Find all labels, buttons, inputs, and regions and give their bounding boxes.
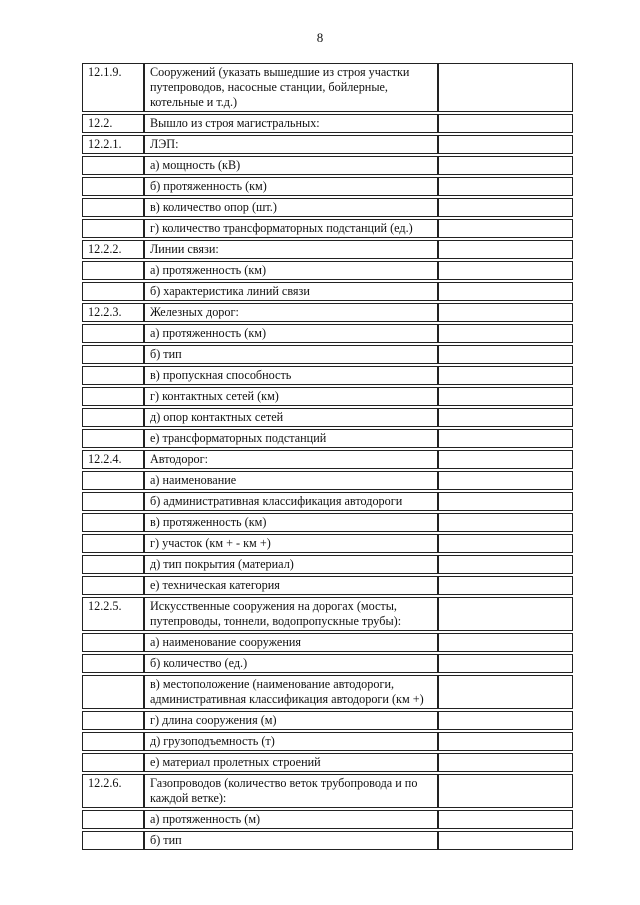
row-number-cell xyxy=(82,492,144,511)
row-value-cell xyxy=(438,675,573,709)
form-row xyxy=(82,240,573,259)
row-description-cell: д) грузоподъемность (т) xyxy=(144,732,438,751)
form-row xyxy=(82,555,573,574)
row-number-cell xyxy=(82,810,144,829)
row-description-cell: б) тип xyxy=(144,345,438,364)
form-row xyxy=(82,63,573,112)
form-row xyxy=(82,387,573,406)
row-description-cell: в) пропускная способность xyxy=(144,366,438,385)
row-number-cell xyxy=(82,408,144,427)
row-description-cell: Вышло из строя магистральных: xyxy=(144,114,438,133)
row-value-cell xyxy=(438,534,573,553)
row-value-cell xyxy=(438,177,573,196)
row-value-cell xyxy=(438,471,573,490)
row-value-cell xyxy=(438,114,573,133)
row-number-cell: 12.2.6. xyxy=(82,774,144,808)
form-row xyxy=(82,810,573,829)
row-value-cell xyxy=(438,597,573,631)
row-value-cell xyxy=(438,450,573,469)
form-row xyxy=(82,711,573,730)
form-row xyxy=(82,753,573,772)
row-value-cell xyxy=(438,810,573,829)
row-value-cell xyxy=(438,654,573,673)
row-description-cell: а) протяженность (км) xyxy=(144,324,438,343)
row-description-cell: г) контактных сетей (км) xyxy=(144,387,438,406)
row-number-cell: 12.2.4. xyxy=(82,450,144,469)
row-description-cell: г) участок (км + - км +) xyxy=(144,534,438,553)
form-row xyxy=(82,324,573,343)
row-description-cell: б) характеристика линий связи xyxy=(144,282,438,301)
row-number-cell xyxy=(82,576,144,595)
row-value-cell xyxy=(438,555,573,574)
row-value-cell xyxy=(438,576,573,595)
form-row xyxy=(82,654,573,673)
row-value-cell xyxy=(438,156,573,175)
form-row xyxy=(82,408,573,427)
row-number-cell xyxy=(82,219,144,238)
row-number-cell xyxy=(82,387,144,406)
row-value-cell xyxy=(438,831,573,850)
row-description-cell: б) тип xyxy=(144,831,438,850)
row-number-cell xyxy=(82,732,144,751)
row-value-cell xyxy=(438,240,573,259)
row-value-cell xyxy=(438,198,573,217)
form-row xyxy=(82,135,573,154)
row-description-cell: б) количество (ед.) xyxy=(144,654,438,673)
row-value-cell xyxy=(438,387,573,406)
row-number-cell: 12.2.5. xyxy=(82,597,144,631)
row-number-cell xyxy=(82,633,144,652)
row-value-cell xyxy=(438,324,573,343)
row-description-cell: ЛЭП: xyxy=(144,135,438,154)
row-number-cell xyxy=(82,534,144,553)
row-value-cell xyxy=(438,492,573,511)
row-description-cell: а) протяженность (км) xyxy=(144,261,438,280)
row-description-cell: Железных дорог: xyxy=(144,303,438,322)
row-value-cell xyxy=(438,513,573,532)
row-description-cell: Газопроводов (количество веток трубопровода и по каждой ветке): xyxy=(144,774,438,808)
row-value-cell xyxy=(438,261,573,280)
row-number-cell: 12.2.2. xyxy=(82,240,144,259)
row-value-cell xyxy=(438,63,573,112)
row-number-cell: 12.2.1. xyxy=(82,135,144,154)
row-value-cell xyxy=(438,429,573,448)
form-row xyxy=(82,576,573,595)
form-row xyxy=(82,513,573,532)
form-row xyxy=(82,471,573,490)
form-row xyxy=(82,732,573,751)
row-value-cell xyxy=(438,303,573,322)
row-number-cell xyxy=(82,753,144,772)
row-number-cell xyxy=(82,282,144,301)
row-description-cell: в) количество опор (шт.) xyxy=(144,198,438,217)
row-description-cell: в) протяженность (км) xyxy=(144,513,438,532)
row-value-cell xyxy=(438,753,573,772)
row-number-cell: 12.2. xyxy=(82,114,144,133)
row-value-cell xyxy=(438,732,573,751)
form-row xyxy=(82,156,573,175)
row-number-cell xyxy=(82,831,144,850)
row-description-cell: Сооружений (указать вышедшие из строя участки путепроводов, насосные станции, бойлерные, котельные и т.д.) xyxy=(144,63,438,112)
row-value-cell xyxy=(438,711,573,730)
form-row xyxy=(82,597,573,631)
row-number-cell: 12.2.3. xyxy=(82,303,144,322)
form-row xyxy=(82,345,573,364)
row-number-cell xyxy=(82,177,144,196)
row-number-cell xyxy=(82,261,144,280)
row-value-cell xyxy=(438,135,573,154)
row-number-cell xyxy=(82,345,144,364)
form-row xyxy=(82,261,573,280)
row-description-cell: е) материал пролетных строений xyxy=(144,753,438,772)
row-value-cell xyxy=(438,345,573,364)
form-row xyxy=(82,831,573,850)
report-form-body xyxy=(82,63,573,850)
form-row xyxy=(82,114,573,133)
form-row xyxy=(82,774,573,808)
row-description-cell: е) трансформаторных подстанций xyxy=(144,429,438,448)
row-number-cell xyxy=(82,198,144,217)
row-description-cell: Искусственные сооружения на дорогах (мосты, путепроводы, тоннели, водопропускные трубы): xyxy=(144,597,438,631)
row-number-cell xyxy=(82,513,144,532)
row-value-cell xyxy=(438,282,573,301)
row-number-cell xyxy=(82,324,144,343)
row-description-cell: Линии связи: xyxy=(144,240,438,259)
page-number: 8 xyxy=(316,30,324,45)
row-description-cell: а) наименование сооружения xyxy=(144,633,438,652)
row-description-cell: г) количество трансформаторных подстанций (ед.) xyxy=(144,219,438,238)
row-number-cell xyxy=(82,156,144,175)
row-value-cell xyxy=(438,219,573,238)
form-row xyxy=(82,534,573,553)
form-row xyxy=(82,450,573,469)
row-number-cell xyxy=(82,366,144,385)
row-number-cell xyxy=(82,429,144,448)
report-form-table xyxy=(82,61,573,852)
row-number-cell xyxy=(82,555,144,574)
form-row xyxy=(82,282,573,301)
row-description-cell: Автодорог: xyxy=(144,450,438,469)
row-number-cell xyxy=(82,471,144,490)
row-value-cell xyxy=(438,774,573,808)
row-description-cell: е) техническая категория xyxy=(144,576,438,595)
row-value-cell xyxy=(438,633,573,652)
row-description-cell: б) административная классификация автодороги xyxy=(144,492,438,511)
form-row xyxy=(82,633,573,652)
form-row xyxy=(82,429,573,448)
form-row xyxy=(82,219,573,238)
row-description-cell: б) протяженность (км) xyxy=(144,177,438,196)
row-number-cell xyxy=(82,711,144,730)
row-description-cell: в) местоположение (наименование автодороги, административная классификация автодороги (км +) xyxy=(144,675,438,709)
row-value-cell xyxy=(438,408,573,427)
form-row xyxy=(82,492,573,511)
row-description-cell: а) протяженность (м) xyxy=(144,810,438,829)
row-number-cell: 12.1.9. xyxy=(82,63,144,112)
form-row xyxy=(82,177,573,196)
form-row xyxy=(82,303,573,322)
row-description-cell: а) мощность (кВ) xyxy=(144,156,438,175)
form-row xyxy=(82,198,573,217)
row-description-cell: д) тип покрытия (материал) xyxy=(144,555,438,574)
row-value-cell xyxy=(438,366,573,385)
form-row xyxy=(82,366,573,385)
row-number-cell xyxy=(82,675,144,709)
row-description-cell: а) наименование xyxy=(144,471,438,490)
row-description-cell: г) длина сооружения (м) xyxy=(144,711,438,730)
row-number-cell xyxy=(82,654,144,673)
form-row xyxy=(82,675,573,709)
row-description-cell: д) опор контактных сетей xyxy=(144,408,438,427)
